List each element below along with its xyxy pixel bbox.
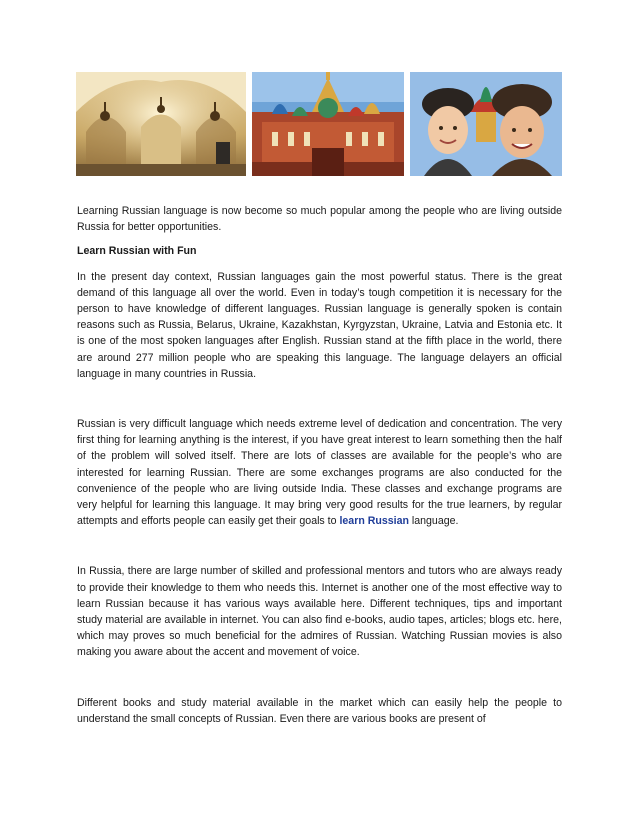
- paragraph-2: [77, 416, 562, 529]
- people-in-fur-hats-photo: [410, 72, 562, 176]
- cathedral-photo: [252, 72, 404, 176]
- intro-paragraph: Learning Russian language is now become so much popular among the people who are living outside Russia for better opportunities.: [77, 205, 562, 234]
- learn-russian-link[interactable]: learn Russian: [339, 515, 409, 528]
- paragraph-3: In Russia, there are large number of skilled and professional mentors and tutors who are always ready to provide their knowledge to them who needs this. Internet is another one of the most effective way to learn Russian because it has various ways available here. Different techniques, tips and important study material are available in internet. You can also find e-books, audio tapes, articles; blogs etc. here, which may proves so much beneficial for the admires of Russian. Watching Russian movies is also making you aware about the accent and movement of voice.: [77, 565, 562, 659]
- metro-station-photo: [76, 72, 246, 176]
- section-heading: Learn Russian with Fun: [77, 245, 197, 258]
- article-body: [77, 203, 562, 727]
- paragraph-4: Different books and study material available in the market which can easily help the people to understand the small concepts of Russian. Even there are various books are present of: [77, 696, 562, 725]
- paragraph-2-text-before: Russian is very difficult language which needs extreme level of dedication and concentration. The very first thing for learning anything is the interest, if you have great interest to learn something then the half of the problem will solved itself. There are lots of classes are available for the people’s who are interested for learning Russian. There are some exchanges programs are also conducted for the convenience of the people who are living outside India. These classes and exchange programs are very helpful for learning this language. It may bring very good results for the true learners, by regular attempts and efforts people can easily get their goals to: [77, 418, 562, 528]
- header-photo-strip: [76, 72, 562, 176]
- paragraph-2-text-after: language.: [408, 515, 459, 528]
- paragraph-1: In the present day context, Russian languages gain the most powerful status. There is the great demand of this language all over the world. Even in today’s tough competition it is necessary for the person to have knowledge of different languages. Russian language is generally spoken is contain reasons such as Russia, Belarus, Ukraine, Kazakhstan, Kyrgyzstan, Ukraine, Latvia and Estonia etc. It is one of the most spoken languages after English. Russian stand at the fifth place in the world, there are around 277 million people who are speaking this language. The language delayers an official language in many countries in Russia.: [77, 270, 562, 380]
